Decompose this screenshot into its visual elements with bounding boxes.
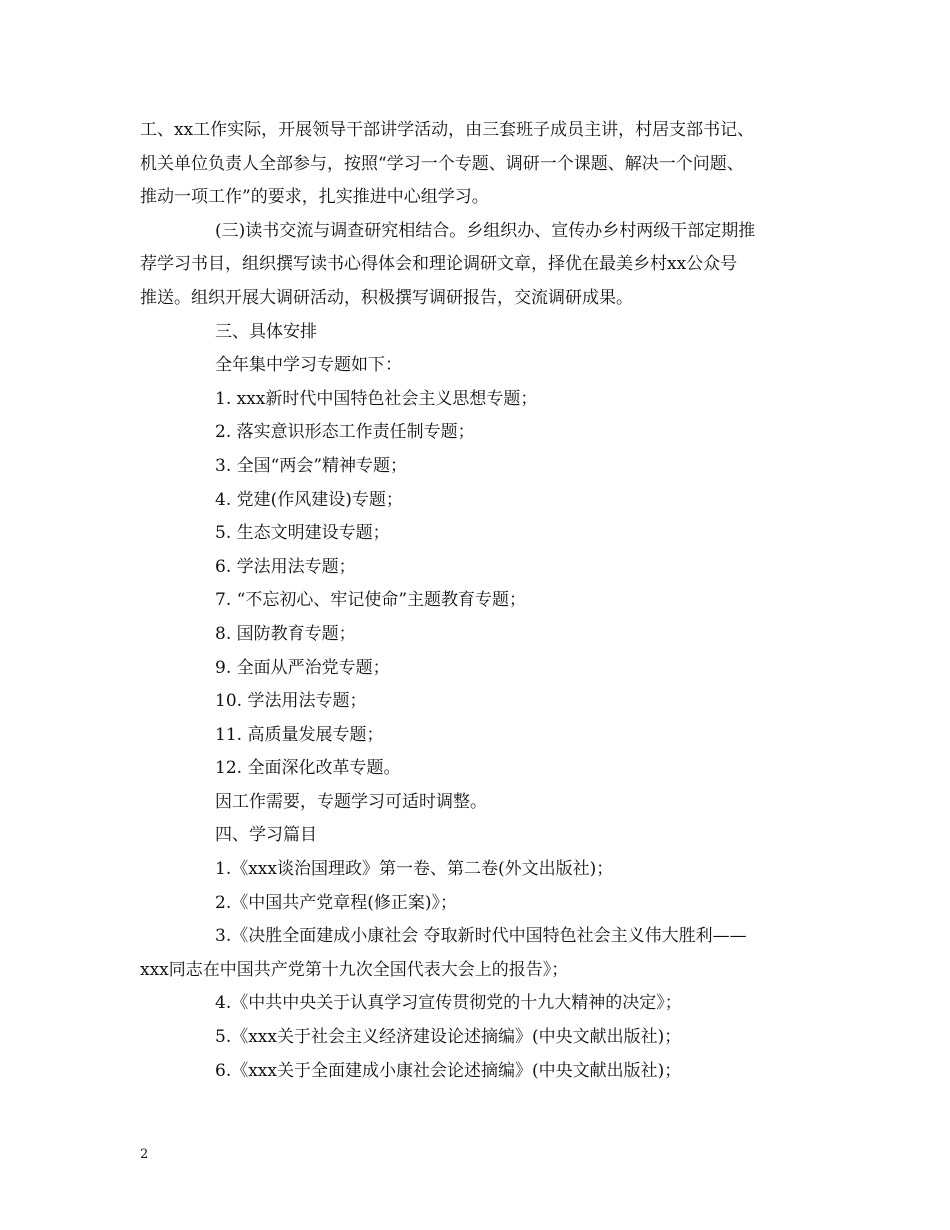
text-line: 5.《xxx关于社会主义经济建设论述摘编》(中央文献出版社)；: [215, 1027, 682, 1048]
text-line: 机关单位负责人全部参与，按照“学习一个专题、调研一个课题、解决一个问题、: [140, 153, 744, 174]
text-line: xxx同志在中国共产党第十九次全国代表大会上的报告》；: [140, 959, 569, 980]
text-line: 4. 党建(作风建设)专题；: [215, 489, 403, 510]
text-line: 2. 落实意识形态工作责任制专题；: [215, 422, 475, 443]
page-number: 2: [140, 1147, 149, 1162]
text-line: 3. 全国“两会”精神专题；: [215, 455, 408, 476]
text-line: 全年集中学习专题如下：: [215, 355, 402, 376]
text-line: 7. “不忘初心、牢记使命”主题教育专题；: [215, 590, 527, 611]
text-line: 6.《xxx关于全面建成小康社会论述摘编》(中央文献出版社)；: [215, 1060, 682, 1081]
text-line: 3.《决胜全面建成小康社会 夺取新时代中国特色社会主义伟大胜利——: [215, 926, 747, 947]
text-line: 推送。组织开展大调研活动，积极撰写调研报告，交流调研成果。: [140, 287, 633, 308]
text-line: 12. 全面深化改革专题。: [215, 758, 401, 779]
text-line: 5. 生态文明建设专题；: [215, 523, 390, 544]
text-line: (三)读书交流与调查研究相结合。乡组织办、宣传办乡村两级干部定期推: [215, 220, 756, 241]
text-line: 9. 全面从严治党专题；: [215, 657, 390, 678]
text-line: 因工作需要，专题学习可适时调整。: [215, 791, 487, 812]
text-line: 11. 高质量发展专题；: [215, 724, 384, 745]
text-line: 工、xx工作实际，开展领导干部讲学活动，由三套班子成员主讲，村居支部书记、: [140, 120, 755, 140]
text-line: 8. 国防教育专题；: [215, 623, 356, 644]
text-line: 1. xxx新时代中国特色社会主义思想专题；: [215, 388, 538, 409]
document-body: [140, 114, 830, 1088]
text-line: 荐学习书目，组织撰写读书心得体会和理论调研文章，择优在最美乡村xx公众号: [140, 254, 738, 275]
text-line: 4.《中共中央关于认真学习宣传贯彻党的十九大精神的决定》；: [215, 993, 682, 1014]
text-line: 2.《中国共产党章程(修正案)》；: [215, 892, 457, 913]
text-line: 推动一项工作”的要求，扎实推进中心组学习。: [140, 187, 489, 208]
text-line: 6. 学法用法专题；: [215, 556, 356, 577]
text-line: 10. 学法用法专题；: [215, 691, 367, 712]
text-line: 三、具体安排: [215, 321, 317, 342]
text-line: 1.《xxx谈治国理政》第一卷、第二卷(外文出版社)；: [215, 859, 614, 880]
text-line: 四、学习篇目: [215, 825, 317, 846]
